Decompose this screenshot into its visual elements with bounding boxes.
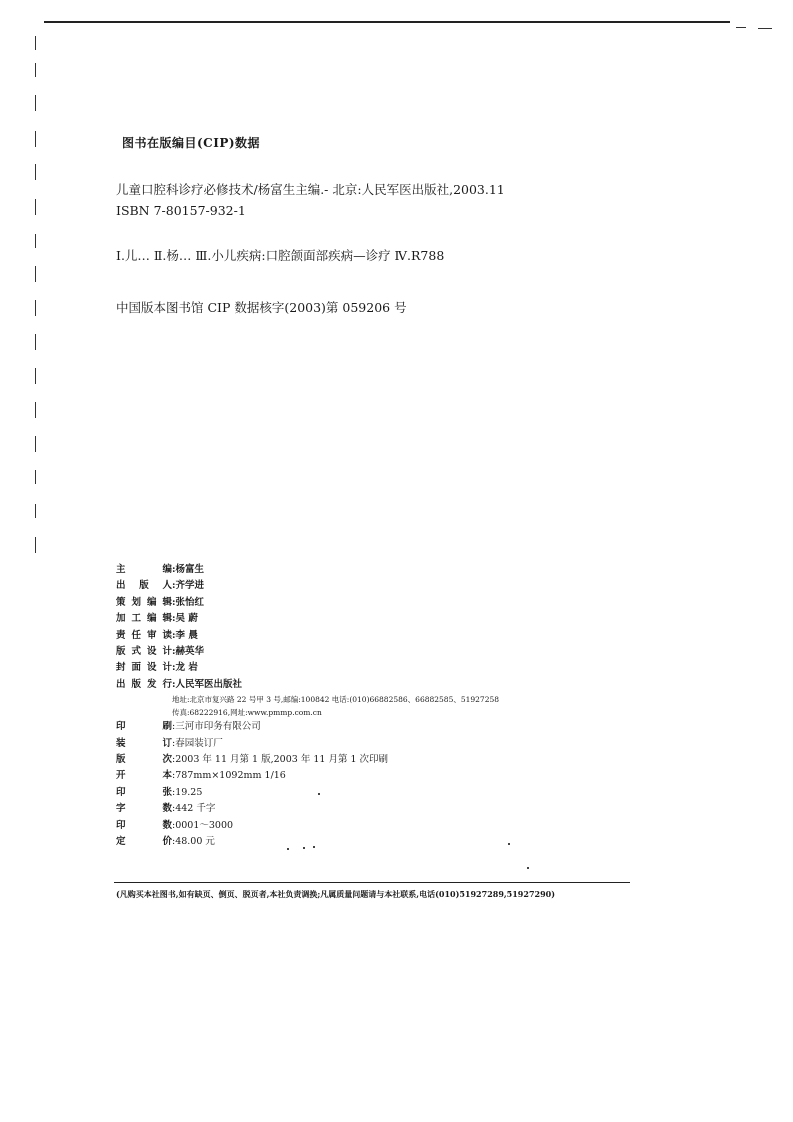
credit-row-publisher: 出版发行:人民军医出版社 (116, 678, 243, 690)
credit-row-planning-editor: 策划编辑:张怡红 (116, 596, 205, 608)
print-row-printer: 印刷:三河市印务有限公司 (116, 721, 261, 733)
cip-record-number: 中国版本图书馆 CIP 数据核字(2003)第 059206 号 (116, 300, 407, 315)
footer-rule (114, 882, 630, 883)
scan-speck (318, 793, 320, 795)
print-row-binder: 装订:春园装订厂 (116, 737, 223, 749)
scan-speck (527, 867, 529, 869)
credit-row-layout-design: 版式设计:赫英华 (116, 646, 205, 658)
publisher-address: 地址:北京市复兴路 22 号甲 3 号,邮编:100842 电话:(010)66882586、66882585、51927258 (172, 695, 500, 705)
print-row-sheets: 印张:19.25 (116, 786, 203, 798)
top-scan-rule-fragment (758, 28, 772, 29)
print-row-print-run: 印数:0001～3000 (116, 819, 234, 831)
print-row-edition: 版次:2003 年 11 月第 1 版,2003 年 11 月第 1 次印刷 (116, 754, 389, 766)
colophon (116, 562, 499, 851)
print-row-word-count: 字数:442 千字 (116, 803, 216, 815)
cip-isbn: ISBN 7-80157-932-1 (116, 203, 246, 218)
top-scan-rule-fragment (736, 27, 746, 28)
print-row-format: 开本:787mm×1092mm 1/16 (116, 770, 286, 782)
cip-bibliographic-line: 儿童口腔科诊疗必修技术/杨富生主编.- 北京:人民军医出版社,2003.11 (116, 182, 505, 197)
footer-note: (凡购买本社图书,如有缺页、倒页、脱页者,本社负责调换;凡属质量问题请与本社联系,电话(010)51927289,51927290) (116, 889, 555, 899)
credit-row-chief-editor: 主编:杨富生 (116, 564, 205, 575)
credit-row-reviewer: 责任审读:李 晨 (116, 629, 198, 641)
scan-speck (508, 843, 510, 845)
publisher-fax-website: 传真:68222916,网址:www.pmmp.com.cn (172, 708, 322, 718)
cip-title: 图书在版编目(CIP)数据 (122, 136, 261, 150)
cip-classification: Ⅰ.儿… Ⅱ.杨… Ⅲ.小儿疾病:口腔颌面部疾病—诊疗 Ⅳ.R788 (116, 248, 445, 263)
credit-row-processing-editor: 加工编辑:吴 蔚 (116, 613, 198, 625)
credit-row-publisher-person: 出版人:齐学进 (116, 580, 205, 592)
scan-speck (303, 847, 305, 849)
scan-speck (287, 848, 289, 850)
top-scan-rule (44, 21, 730, 23)
credit-row-cover-design: 封面设计:龙 岩 (116, 662, 198, 674)
scan-speck (313, 846, 315, 848)
print-row-price: 定价:48.00 元 (116, 836, 215, 848)
